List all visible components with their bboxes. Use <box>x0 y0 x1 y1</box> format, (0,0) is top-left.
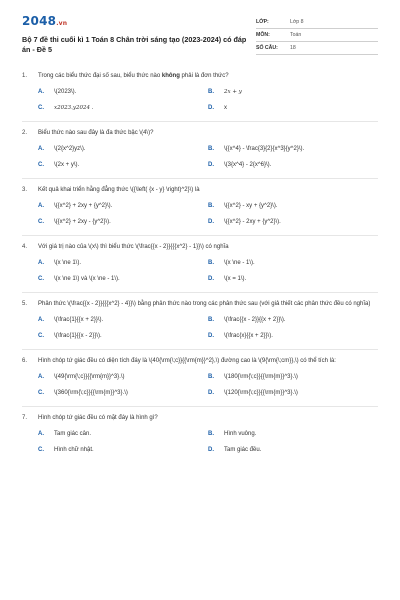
option-a[interactable] <box>38 88 208 97</box>
divider <box>22 178 378 179</box>
question-number: 3. <box>22 187 28 193</box>
question-emphasis: không <box>161 73 180 79</box>
option-text: \(360{\rm{\;c}}{{\rm{m}}^3}.\) <box>54 390 128 396</box>
question-7 <box>22 414 378 455</box>
option-text: Hình vuông. <box>224 431 257 437</box>
option-letter: A. <box>38 431 44 437</box>
header-left <box>22 14 252 72</box>
option-text: \(x \ne 1\) và \(x \ne - 1\). <box>54 276 120 282</box>
option-text: \(\frac{x}{{x + 2}}\). <box>224 333 273 339</box>
info-row-question-count <box>256 42 378 55</box>
question-text <box>22 357 378 366</box>
option-letter: A. <box>38 260 44 266</box>
page-header <box>22 14 378 72</box>
option-b[interactable] <box>208 88 378 97</box>
option-text: \(3{x^4} - 2{x^6}\). <box>224 162 272 168</box>
option-letter: A. <box>38 89 44 95</box>
option-text: Tam giác cân. <box>54 431 92 437</box>
option-text: \(x = 1\). <box>224 276 247 282</box>
question-text <box>22 72 378 81</box>
question-body: Hình chóp tứ giác đều có mặt đáy là hình gì? <box>38 415 158 421</box>
option-letter: B. <box>208 317 214 323</box>
question-body: Phân thức \(\frac{{x - 2}}{{{x^2} - 4}}\) bằng phân thức nào trong các phân thức sau (với giả thiết các phân thức đều có nghĩa) <box>38 301 371 307</box>
option-letter: A. <box>38 146 44 152</box>
info-value: Toán <box>290 32 302 38</box>
option-letter: D. <box>208 219 214 225</box>
info-row-class <box>256 16 378 29</box>
option-letter: D. <box>208 447 214 453</box>
question-body: Với giá trị nào của \(x\) thì biểu thức \(\frac{{x - 2}}{{{x^2} - 1}}\) có nghĩa <box>38 244 229 250</box>
question-body <box>38 72 378 81</box>
question-text-part: phải là đơn thức? <box>179 73 229 79</box>
option-d[interactable] <box>208 104 378 113</box>
info-table <box>256 16 378 72</box>
option-d[interactable] <box>208 389 378 398</box>
option-text: Tam giác đều. <box>224 447 262 453</box>
option-text: \(120{\rm{\;c}}{{\rm{m}}^3}.\) <box>224 390 298 396</box>
option-b[interactable] <box>208 373 378 382</box>
info-label: LỚP: <box>256 19 269 25</box>
option-a[interactable] <box>38 145 208 154</box>
option-text: \(2023\). <box>54 89 77 95</box>
option-b[interactable] <box>208 316 378 325</box>
option-c[interactable] <box>38 218 208 227</box>
option-text: x2023.y2024 . <box>54 105 94 111</box>
page-title: Bộ 7 đề thi cuối kì 1 Toán 8 Chân trời sáng tạo (2023-2024) có đáp án - Đề 5 <box>22 35 247 54</box>
option-letter: A. <box>38 374 44 380</box>
option-a[interactable] <box>38 373 208 382</box>
question-body: Biểu thức nào sau đây là đa thức bậc \(4\)? <box>38 130 154 136</box>
option-letter: C. <box>38 276 44 282</box>
option-text: \(2{x^2}yz\). <box>54 146 86 152</box>
option-text: \(49{\rm{\;c}}{{\rm{m}}^3}.\) <box>54 374 125 380</box>
option-text: \(\frac{1}{{x - 2}}\). <box>54 333 102 339</box>
divider <box>22 121 378 122</box>
option-letter: C. <box>38 447 44 453</box>
question-number: 1. <box>22 73 28 79</box>
info-value: Lớp 8 <box>290 19 304 25</box>
option-d[interactable] <box>208 218 378 227</box>
question-body: Hình chóp tứ giác đều có diện tích đáy là \(40{\rm{\;c}}{{\rm{m}}^2},\) đường cao là \(9{\rm{\;cm}},\) có thể tích là: <box>38 358 336 364</box>
option-d[interactable] <box>208 161 378 170</box>
option-text: \({x^2} - xy + {y^2}\). <box>224 203 278 209</box>
option-letter: B. <box>208 374 214 380</box>
question-text <box>22 243 378 252</box>
info-label: SỐ CÂU: <box>256 45 278 51</box>
option-text: \({x^2} + 2xy + {y^2}\). <box>54 203 113 209</box>
divider <box>22 349 378 350</box>
option-d[interactable] <box>208 275 378 284</box>
option-letter: C. <box>38 390 44 396</box>
divider <box>22 292 378 293</box>
options <box>38 373 378 398</box>
option-letter: B. <box>208 260 214 266</box>
options <box>38 145 378 170</box>
option-a[interactable] <box>38 430 208 439</box>
option-text: x <box>224 105 227 111</box>
question-4 <box>22 243 378 284</box>
option-b[interactable] <box>208 259 378 268</box>
option-a[interactable] <box>38 316 208 325</box>
question-1 <box>22 72 378 113</box>
question-3 <box>22 186 378 227</box>
option-text: \({x^4} - \frac{3}{2}{x^3}{y^2}\). <box>224 146 305 152</box>
option-d[interactable] <box>208 332 378 341</box>
divider <box>22 235 378 236</box>
question-number: 5. <box>22 301 28 307</box>
question-text <box>22 129 378 138</box>
divider <box>22 406 378 407</box>
question-body: Kết quả khai triển hằng đẳng thức \({\left( {x - y} \right)^2}\) là <box>38 187 200 193</box>
option-text: \(\frac{1}{{x + 2}}\). <box>54 317 104 323</box>
question-text <box>22 186 378 195</box>
option-letter: C. <box>38 333 44 339</box>
option-letter: D. <box>208 162 214 168</box>
option-c[interactable] <box>38 275 208 284</box>
info-value: 18 <box>290 45 296 51</box>
option-a[interactable] <box>38 259 208 268</box>
option-letter: D. <box>208 333 214 339</box>
option-letter: A. <box>38 203 44 209</box>
option-c[interactable] <box>38 161 208 170</box>
options <box>38 430 378 455</box>
logo-suffix: .vn <box>56 20 68 27</box>
option-d[interactable] <box>208 446 378 455</box>
question-5 <box>22 300 378 341</box>
option-letter: B. <box>208 146 214 152</box>
option-b[interactable] <box>208 430 378 439</box>
question-6 <box>22 357 378 398</box>
question-number: 6. <box>22 358 28 364</box>
question-text-part: Trong các biểu thức đại số sau, biểu thức nào <box>38 73 162 79</box>
option-text: Hình chữ nhật. <box>54 447 94 453</box>
question-number: 2. <box>22 130 28 136</box>
option-c[interactable] <box>38 104 208 113</box>
info-row-subject <box>256 29 378 42</box>
option-letter: C. <box>38 219 44 225</box>
option-b[interactable] <box>208 202 378 211</box>
option-letter: A. <box>38 317 44 323</box>
option-a[interactable] <box>38 202 208 211</box>
option-letter: D. <box>208 105 214 111</box>
option-text: \(\frac{{x - 2}}{{x + 2}}\). <box>224 317 286 323</box>
question-2 <box>22 129 378 170</box>
question-number: 7. <box>22 415 28 421</box>
option-c[interactable] <box>38 389 208 398</box>
option-letter: B. <box>208 89 214 95</box>
option-letter: C. <box>38 105 44 111</box>
option-letter: B. <box>208 203 214 209</box>
options <box>38 88 378 113</box>
option-text: 2x + y <box>224 89 242 95</box>
option-c[interactable] <box>38 332 208 341</box>
option-text: \({x^2} - 2xy + {y^2}\). <box>224 219 281 225</box>
option-c[interactable] <box>38 446 208 455</box>
options <box>38 316 378 341</box>
question-number: 4. <box>22 244 28 250</box>
question-text <box>22 300 378 309</box>
question-text <box>22 414 378 423</box>
info-label: MÔN: <box>256 32 270 38</box>
option-text: \(180{\rm{\;c}}{{\rm{m}}^3}.\) <box>224 374 298 380</box>
site-logo[interactable] <box>22 14 252 31</box>
options <box>38 202 378 227</box>
option-letter: D. <box>208 390 214 396</box>
options <box>38 259 378 284</box>
option-letter: D. <box>208 276 214 282</box>
option-text: \({x^2} + 2xy - {y^2}\). <box>54 219 111 225</box>
option-letter: B. <box>208 431 214 437</box>
option-letter: C. <box>38 162 44 168</box>
logo-main: 2048 <box>22 14 57 28</box>
option-text: \(x \ne 1\). <box>54 260 82 266</box>
option-b[interactable] <box>208 145 378 154</box>
option-text: \(2x + y\). <box>54 162 80 168</box>
option-text: \(x \ne - 1\). <box>224 260 255 266</box>
